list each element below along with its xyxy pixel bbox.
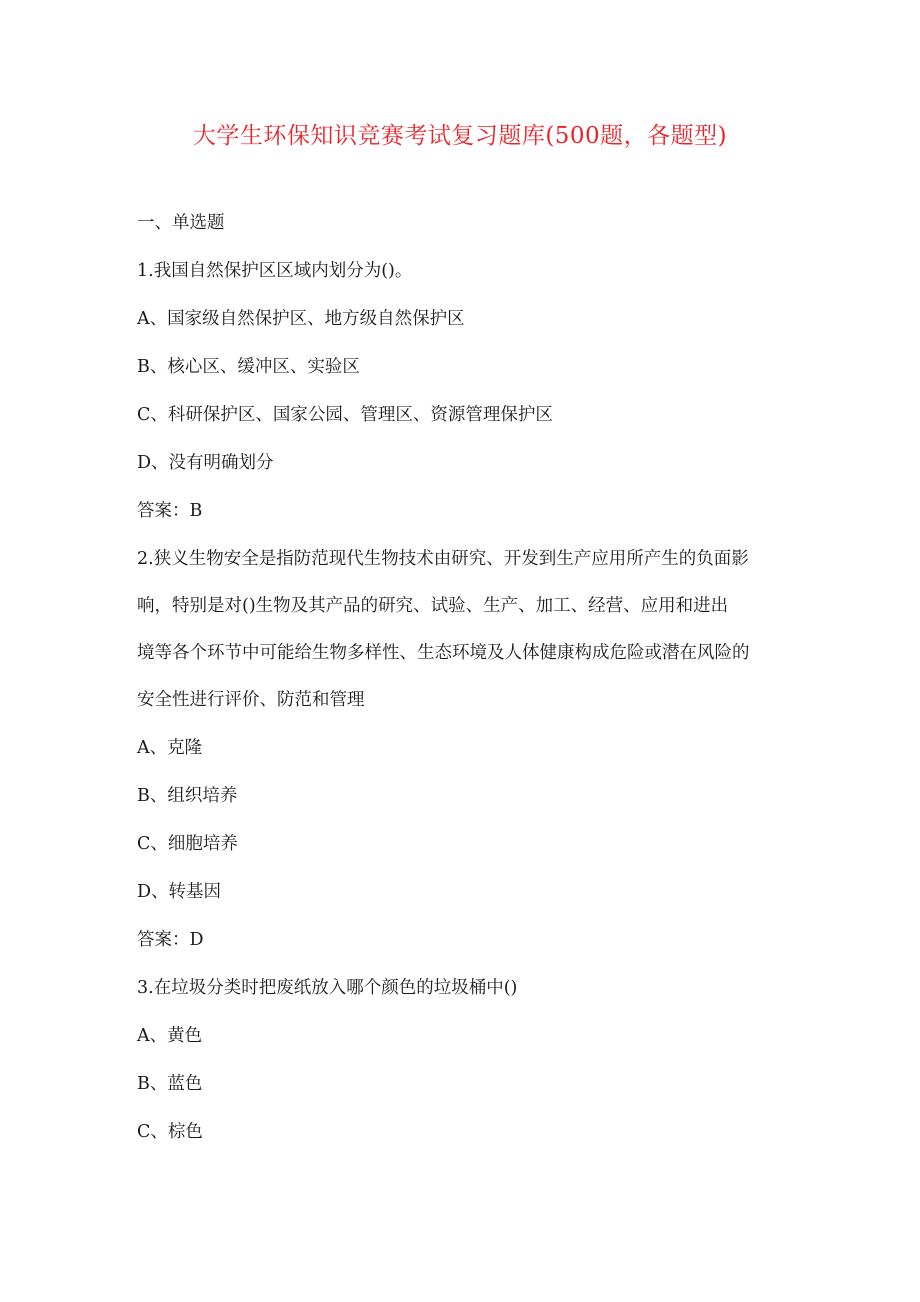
question-3 — [137, 972, 787, 1148]
question-stem-line: 2.狭义生物安全是指防范现代生物技术由研究、开发到生产应用所产生的负面影 — [137, 549, 749, 569]
option-b: B、蓝色 — [137, 1074, 203, 1094]
option-a: A、克隆 — [137, 738, 203, 758]
question-stem-line: 响，特别是对()生物及其产品的研究、试验、生产、加工、经营、应用和进出 — [137, 596, 729, 616]
option-d: D、没有明确划分 — [137, 453, 274, 473]
option-a: A、国家级自然保护区、地方级自然保护区 — [137, 309, 465, 329]
section-heading: 一、单选题 — [137, 213, 225, 233]
answer: 答案：D — [137, 930, 204, 950]
document-title: 大学生环保知识竞赛考试复习题库(500题，各题型) — [192, 123, 728, 149]
document-body — [137, 207, 787, 1164]
question-stem-line: 境等各个环节中可能给生物多样性、生态环境及人体健康构成危险或潜在风险的 — [137, 643, 750, 663]
answer: 答案：B — [137, 501, 203, 521]
option-b: B、组织培养 — [137, 786, 238, 806]
option-a: A、黄色 — [137, 1026, 203, 1046]
question-stem: 1.我国自然保护区区域内划分为()。 — [137, 261, 413, 281]
question-stem-line: 安全性进行评价、防范和管理 — [137, 690, 365, 710]
option-b: B、核心区、缓冲区、实验区 — [137, 357, 360, 377]
question-stem: 3.在垃圾分类时把废纸放入哪个颜色的垃圾桶中() — [137, 978, 518, 998]
question-2 — [137, 543, 787, 956]
option-d: D、转基因 — [137, 882, 222, 902]
option-c: C、细胞培养 — [137, 834, 238, 854]
option-c: C、科研保护区、国家公园、管理区、资源管理保护区 — [137, 405, 553, 425]
option-c: C、棕色 — [137, 1122, 203, 1142]
question-1 — [137, 255, 787, 527]
